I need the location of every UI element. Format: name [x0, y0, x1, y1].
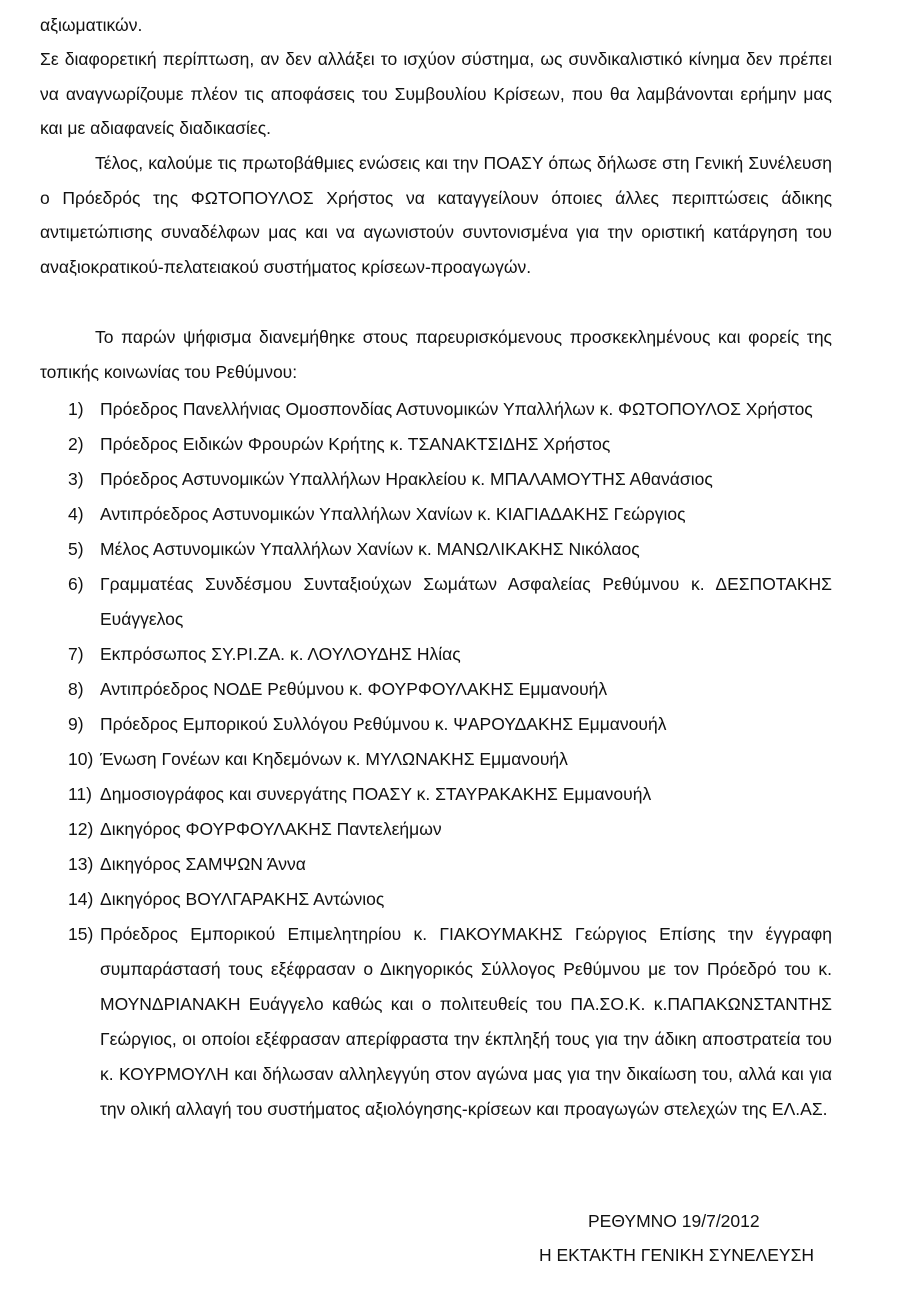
paragraph-distribution: Το παρών ψήφισμα διανεμήθηκε στους παρευρισκόμενους προσκεκλημένους και φορείς της τοπικής κοινωνίας του Ρεθύμνου: [40, 327, 832, 382]
paragraph-conclusion: Τέλος, καλούμε τις πρωτοβάθμιες ενώσεις και την ΠΟΑΣΥ όπως δήλωσε στη Γενική Συνέλευση ο Πρόεδρός της ΦΩΤΟΠΟΥΛΟΣ Χρήστος να καταγγείλουν όποιες άλλες περιπτώσεις άδικης αντιμετώπισης συναδέλφων μας και να αγωνιστούν συντονισμένα για την οριστική κατάργηση του αναξιοκρατικού-πελατειακού συστήματος κρίσεων-προαγωγών. [40, 153, 832, 277]
list-text: Πρόεδρος Αστυνομικών Υπαλλήλων Ηρακλείου κ. ΜΠΑΛΑΜΟΥΤΗΣ Αθανάσιος [100, 469, 713, 489]
list-item [40, 742, 832, 777]
place-date: ΡΕΘΥΜΝΟ 19/7/2012 [588, 1211, 760, 1231]
list-item [40, 672, 832, 707]
list-number: 10) [68, 749, 94, 769]
list-number: 8) [68, 679, 84, 699]
list-item [40, 707, 832, 742]
list-number: 15) [68, 924, 94, 944]
list-text: Δημοσιογράφος και συνεργάτης ΠΟΑΣΥ κ. ΣΤΑΥΡΑΚΑΚΗΣ Εμμανουήλ [100, 784, 652, 804]
paragraph-alternative: Σε διαφορετική περίπτωση, αν δεν αλλάξει το ισχύον σύστημα, ως συνδικαλιστικό κίνημα δεν πρέπει να αναγνωρίζουμε πλέον τις αποφάσεις του Συμβουλίου Κρίσεων, που θα λαμβάνονται ερήμην μας και με αδιαφανείς διαδικασίες. [40, 49, 832, 138]
list-text: Δικηγόρος ΒΟΥΛΓΑΡΑΚΗΣ Αντώνιος [100, 889, 385, 909]
list-item [40, 637, 832, 672]
list-item [40, 812, 832, 847]
list-number: 2) [68, 434, 84, 454]
list-number: 6) [68, 574, 84, 594]
list-text: Δικηγόρος ΦΟΥΡΦΟΥΛΑΚΗΣ Παντελεήμων [100, 819, 442, 839]
list-number: 9) [68, 714, 84, 734]
paragraph-continuation: αξιωματικών. [40, 15, 143, 35]
list-item [40, 497, 832, 532]
list-text: Μέλος Αστυνομικών Υπαλλήλων Χανίων κ. ΜΑΝΩΛΙΚΑΚΗΣ Νικόλαος [100, 539, 640, 559]
list-text: Γραμματέας Συνδέσμου Συνταξιούχων Σωμάτων Ασφαλείας Ρεθύμνου κ. ΔΕΣΠΟΤΑΚΗΣ Ευάγγελος [100, 574, 832, 629]
list-text: Πρόεδρος Εμπορικού Επιμελητηρίου κ. ΓΙΑΚΟΥΜΑΚΗΣ Γεώργιος Επίσης την έγγραφη συμπαράστασή τους εξέφρασαν ο Δικηγορικός Σύλλογος Ρεθύμνου με τον Πρόεδρό του κ. ΜΟΥΝΔΡΙΑΝΑΚΗ Ευάγγελο καθώς και ο πολιτευθείς του ΠΑ.ΣΟ.Κ. κ.ΠΑΠΑΚΩΝΣΤΑΝΤΗΣ Γεώργιος, οι οποίοι εξέφρασαν απερίφραστα την έκπληξή τους για την άδικη αποστρατεία του κ. ΚΟΥΡΜΟΥΛΗ και δήλωσαν αλληλεγγύη στον αγώνα μας για την δικαίωση του, αλλά και για την ολική αλλαγή του συστήματος αξιολόγησης-κρίσεων και προαγωγών στελεχών της ΕΛ.ΑΣ. [100, 924, 832, 1119]
list-text: Αντιπρόεδρος Αστυνομικών Υπαλλήλων Χανίων κ. ΚΙΑΓΙΑΔΑΚΗΣ Γεώργιος [100, 504, 686, 524]
list-number: 5) [68, 539, 84, 559]
list-text: Πρόεδρος Ειδικών Φρουρών Κρήτης κ. ΤΣΑΝΑΚΤΣΙΔΗΣ Χρήστος [100, 434, 611, 454]
list-text: Εκπρόσωπος ΣΥ.ΡΙ.ΖΑ. κ. ΛΟΥΛΟΥΔΗΣ Ηλίας [100, 644, 461, 664]
list-number: 3) [68, 469, 84, 489]
list-number: 4) [68, 504, 84, 524]
list-number: 11) [68, 784, 92, 804]
list-item [40, 567, 832, 637]
list-item [40, 427, 832, 462]
list-item [40, 777, 832, 812]
list-item [40, 462, 832, 497]
list-number: 7) [68, 644, 84, 664]
signer: Η ΕΚΤΑΚΤΗ ΓΕΝΙΚΗ ΣΥΝΕΛΕΥΣΗ [539, 1245, 815, 1265]
list-item [40, 917, 832, 1127]
list-item [40, 532, 832, 567]
list-item [40, 882, 832, 917]
list-number: 14) [68, 889, 94, 909]
list-item [40, 392, 832, 427]
invitees-list [40, 392, 832, 1127]
list-text: Ένωση Γονέων και Κηδεμόνων κ. ΜΥΛΩΝΑΚΗΣ Εμμανουήλ [100, 749, 568, 769]
list-item [40, 847, 832, 882]
list-text: Δικηγόρος ΣΑΜΨΩΝ Άννα [100, 854, 306, 874]
list-text: Αντιπρόεδρος ΝΟΔΕ Ρεθύμνου κ. ΦΟΥΡΦΟΥΛΑΚΗΣ Εμμανουήλ [100, 679, 608, 699]
list-number: 1) [68, 399, 84, 419]
list-number: 13) [68, 854, 94, 874]
list-text: Πρόεδρος Εμπορικού Συλλόγου Ρεθύμνου κ. ΨΑΡΟΥΔΑΚΗΣ Εμμανουήλ [100, 714, 667, 734]
list-number: 12) [68, 819, 94, 839]
list-text: Πρόεδρος Πανελλήνιας Ομοσπονδίας Αστυνομικών Υπαλλήλων κ. ΦΩΤΟΠΟΥΛΟΣ Χρήστος [100, 399, 813, 419]
